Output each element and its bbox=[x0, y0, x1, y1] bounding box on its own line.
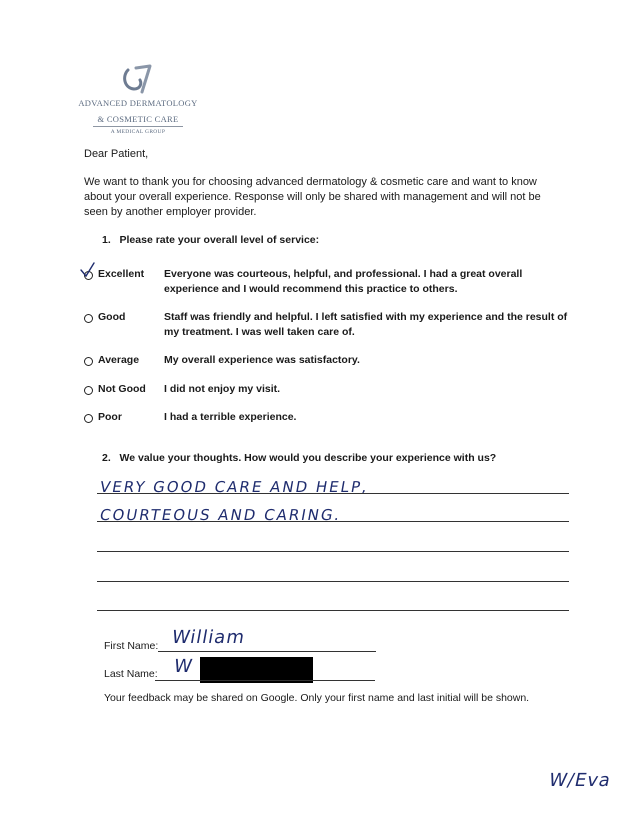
first-name-label: First Name: bbox=[104, 640, 159, 652]
answer-line-1-text: VERY GOOD CARE AND HELP, bbox=[98, 478, 371, 496]
logo-line-2: & COSMETIC CARE bbox=[93, 114, 182, 127]
option-description: I did not enjoy my visit. bbox=[164, 383, 281, 395]
option-label: Average bbox=[98, 354, 140, 366]
clinic-logo bbox=[78, 62, 198, 135]
check-mark-icon bbox=[79, 262, 97, 280]
option-label: Not Good bbox=[98, 383, 146, 395]
first-name-field[interactable] bbox=[158, 651, 376, 652]
answer-line-2[interactable] bbox=[97, 521, 569, 522]
option-label: Good bbox=[98, 311, 126, 323]
first-name-value: William bbox=[170, 627, 247, 648]
answer-line-5[interactable] bbox=[97, 610, 569, 611]
intro-paragraph: We want to thank you for choosing advanced dermatology & cosmetic care and want to know about your overall experience. Response will only be shared with management and will not be seen by another employer provider. bbox=[84, 176, 541, 218]
option-label: Poor bbox=[98, 411, 122, 423]
answer-line-3[interactable] bbox=[97, 551, 569, 552]
radio-poor[interactable] bbox=[84, 414, 93, 423]
option-label: Excellent bbox=[98, 268, 145, 280]
answer-line-1[interactable] bbox=[97, 493, 569, 494]
last-name-value: W bbox=[172, 656, 196, 677]
question-1-title: 1. Please rate your overall level of service: bbox=[102, 234, 320, 246]
answer-line-2-text: COURTEOUS AND CARING. bbox=[98, 506, 343, 524]
greeting: Dear Patient, bbox=[84, 148, 149, 160]
option-description: I had a terrible experience. bbox=[164, 411, 297, 423]
logo-line-1: ADVANCED DERMATOLOGY bbox=[78, 98, 198, 108]
option-description: Staff was friendly and helpful. I left satisfied with my experience and the result of my treatment. I was well taken care of. bbox=[164, 311, 568, 338]
option-description: Everyone was courteous, helpful, and professional. I had a great overall experience and I would recommend this practice to others. bbox=[164, 268, 523, 295]
answer-line-4[interactable] bbox=[97, 581, 569, 582]
clinic-logo-icon bbox=[118, 62, 158, 98]
last-name-field[interactable] bbox=[155, 680, 375, 681]
radio-good[interactable] bbox=[84, 314, 93, 323]
google-feedback-note: Your feedback may be shared on Google. Only your first name and last initial will be shown. bbox=[104, 692, 530, 704]
radio-not-good[interactable] bbox=[84, 386, 93, 395]
question-2-title: 2. We value your thoughts. How would you describe your experience with us? bbox=[102, 452, 497, 464]
last-name-label: Last Name: bbox=[104, 668, 158, 680]
logo-line-3: A MEDICAL GROUP bbox=[110, 129, 166, 135]
staff-initials: W/Eva bbox=[546, 770, 614, 791]
radio-average[interactable] bbox=[84, 357, 93, 366]
option-description: My overall experience was satisfactory. bbox=[164, 354, 360, 366]
